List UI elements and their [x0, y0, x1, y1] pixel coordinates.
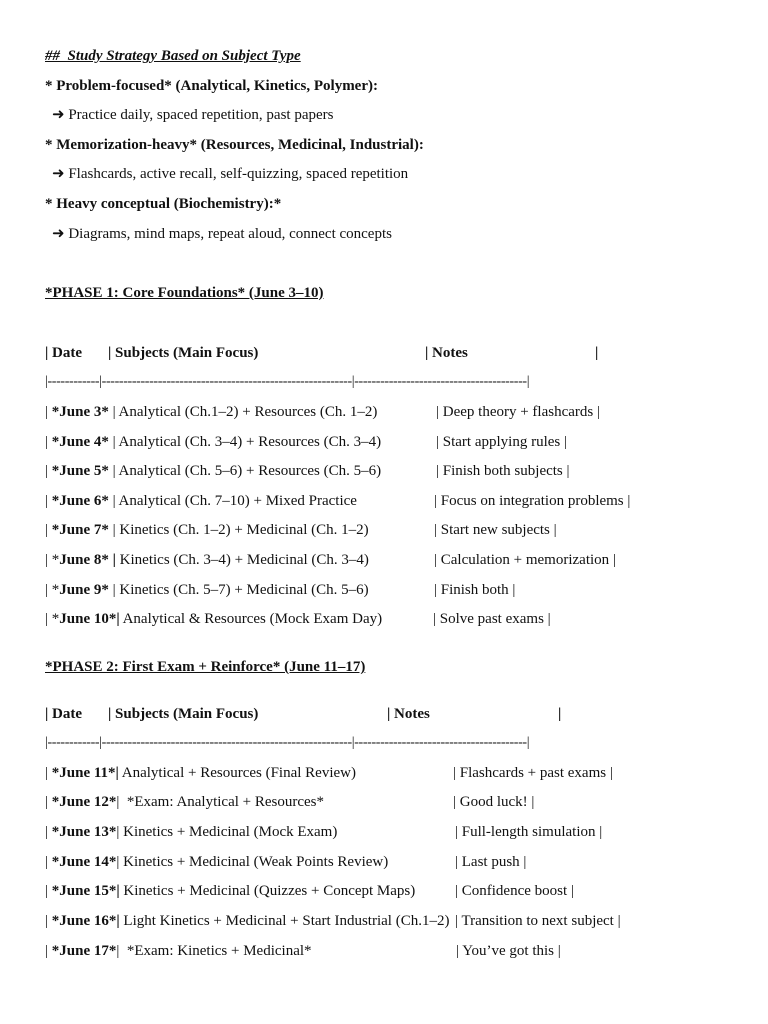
row-notes: | Finish both |: [434, 582, 516, 598]
row-subjects: | Analytical (Ch. 3–4) + Resources (Ch. 3–4): [108, 434, 382, 450]
row-pipe: |: [45, 404, 52, 420]
row-notes: | Calculation + memorization |: [434, 552, 616, 568]
table-separator: |------------|----------------------------------------------------------|----------------------------------------|: [45, 374, 530, 389]
row-date: June 8* |: [59, 552, 116, 568]
row-pipe: |: [45, 883, 52, 899]
strategy-detail: ➜ Diagrams, mind maps, repeat aloud, connect concepts: [52, 226, 392, 242]
header-subjects: | Subjects (Main Focus): [108, 345, 259, 361]
row-date: *June 15*|: [51, 883, 120, 899]
header-end: |: [558, 706, 562, 722]
table-row: [45, 433, 381, 451]
row-date: *June 6*: [51, 493, 109, 509]
table-row: [45, 882, 415, 900]
header-date: | Date: [45, 345, 83, 361]
table-row: [45, 853, 388, 871]
row-notes: | Confidence boost |: [455, 883, 574, 899]
row-date: *June 12*: [51, 794, 117, 810]
row-pipe: | *: [45, 582, 60, 598]
table-row: [45, 912, 449, 930]
row-date: *June 7*: [51, 522, 109, 538]
row-notes: | Start new subjects |: [434, 522, 557, 538]
strategy-type: * Heavy conceptual (Biochemistry):*: [45, 196, 282, 212]
row-subjects: | Kinetics (Ch. 5–7) + Medicinal (Ch. 5–6): [108, 582, 369, 598]
row-date: *June 17*: [51, 943, 117, 959]
row-date: *June 3*: [51, 404, 109, 420]
table-row: [45, 551, 369, 569]
row-pipe: |: [45, 854, 52, 870]
row-pipe: | *: [45, 552, 60, 568]
row-notes: | You’ve got this |: [456, 943, 561, 959]
table-row: [45, 521, 369, 539]
row-date: *June 11*|: [51, 765, 119, 781]
row-subjects: Analytical & Resources (Mock Exam Day): [119, 611, 383, 627]
row-date: *June 14*: [51, 854, 117, 870]
row-subjects: Kinetics + Medicinal (Quizzes + Concept Maps): [119, 883, 416, 899]
row-notes: | Full-length simulation |: [455, 824, 603, 840]
row-subjects: | Analytical (Ch. 5–6) + Resources (Ch. 5–6): [108, 463, 382, 479]
table-row: [45, 581, 369, 599]
header-notes: | Notes: [387, 706, 430, 722]
row-pipe: |: [45, 463, 52, 479]
table-separator: |------------|----------------------------------------------------------|----------------------------------------|: [45, 735, 530, 750]
row-date: June 10*|: [59, 611, 120, 627]
row-notes: | Solve past exams |: [433, 611, 551, 627]
row-date: *June 5*: [51, 463, 109, 479]
row-subjects: Light Kinetics + Medicinal + Start Industrial (Ch.1–2): [119, 913, 450, 929]
table-row: [45, 403, 377, 421]
table-row: [45, 793, 324, 811]
header-date: | Date: [45, 706, 83, 722]
row-date: June 9*: [59, 582, 109, 598]
row-subjects: | *Exam: Kinetics + Medicinal*: [116, 943, 312, 959]
table-row: [45, 823, 337, 841]
row-subjects: | Analytical (Ch. 7–10) + Mixed Practice: [108, 493, 357, 509]
row-notes: | Good luck! |: [453, 794, 535, 810]
table-row: [45, 492, 357, 510]
row-date: *June 16*|: [51, 913, 120, 929]
strategy-type: * Memorization-heavy* (Resources, Medicinal, Industrial):: [45, 137, 424, 153]
row-date: *June 4*: [51, 434, 109, 450]
header-end: |: [595, 345, 599, 361]
row-notes: | Finish both subjects |: [436, 463, 570, 479]
row-subjects: | Analytical (Ch.1–2) + Resources (Ch. 1–2): [108, 404, 378, 420]
row-pipe: |: [45, 493, 52, 509]
header-notes: | Notes: [425, 345, 468, 361]
row-pipe: |: [45, 794, 52, 810]
row-pipe: |: [45, 824, 52, 840]
row-pipe: |: [45, 765, 52, 781]
row-notes: | Start applying rules |: [436, 434, 567, 450]
header-subjects: | Subjects (Main Focus): [108, 706, 259, 722]
row-notes: | Transition to next subject |: [455, 913, 621, 929]
row-notes: | Last push |: [455, 854, 527, 870]
row-pipe: |: [45, 522, 52, 538]
table-row: [45, 764, 356, 782]
row-pipe: |: [45, 943, 52, 959]
strategy-detail: ➜ Flashcards, active recall, self-quizzing, spaced repetition: [52, 166, 409, 182]
page-heading: ## Study Strategy Based on Subject Type: [45, 48, 301, 64]
strategy-type: * Problem-focused* (Analytical, Kinetics, Polymer):: [45, 78, 378, 94]
table-row: [45, 462, 381, 480]
row-pipe: | *: [45, 611, 60, 627]
row-notes: | Deep theory + flashcards |: [436, 404, 600, 420]
row-subjects: Kinetics (Ch. 3–4) + Medicinal (Ch. 3–4): [115, 552, 369, 568]
row-pipe: |: [45, 434, 52, 450]
table-row: [45, 942, 312, 960]
row-subjects: | Kinetics + Medicinal (Mock Exam): [116, 824, 338, 840]
phase2-title: *PHASE 2: First Exam + Reinforce* (June 11–17): [45, 659, 366, 675]
row-notes: | Flashcards + past exams |: [453, 765, 613, 781]
table-row: [45, 610, 382, 628]
row-date: *June 13*: [51, 824, 117, 840]
row-subjects: | Kinetics + Medicinal (Weak Points Review): [116, 854, 389, 870]
row-subjects: Analytical + Resources (Final Review): [118, 765, 356, 781]
row-subjects: | Kinetics (Ch. 1–2) + Medicinal (Ch. 1–2): [108, 522, 369, 538]
row-subjects: | *Exam: Analytical + Resources*: [116, 794, 325, 810]
row-notes: | Focus on integration problems |: [434, 493, 631, 509]
strategy-detail: ➜ Practice daily, spaced repetition, past papers: [52, 107, 334, 123]
row-pipe: |: [45, 913, 52, 929]
phase1-title: *PHASE 1: Core Foundations* (June 3–10): [45, 285, 324, 301]
